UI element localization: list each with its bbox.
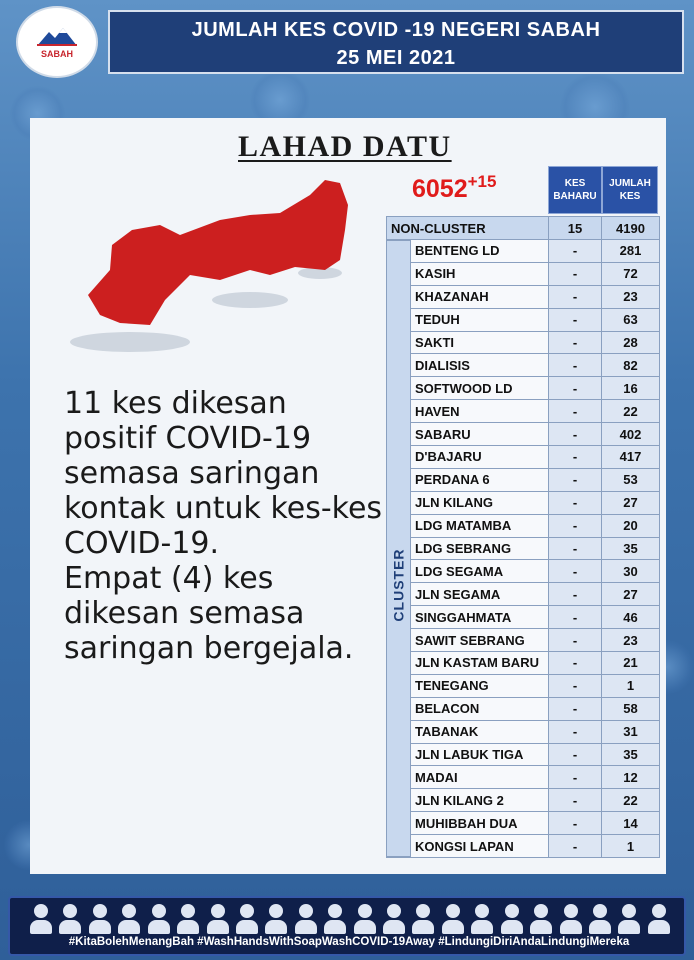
row-total-cases: 23 [602,629,660,652]
row-total-cases: 1 [602,674,660,697]
cluster-row [387,331,660,354]
row-new-cases: - [549,812,602,835]
row-name: KHAZANAH [387,285,549,308]
row-total-cases: 63 [602,308,660,331]
row-total-cases: 21 [602,652,660,675]
row-total-cases: 281 [602,240,660,263]
row-name: SINGGAHMATA [387,606,549,629]
row-name: NON-CLUSTER [387,217,549,240]
row-new-cases: - [549,766,602,789]
person-icon [118,902,140,934]
row-total-cases: 35 [602,743,660,766]
cluster-row [387,537,660,560]
row-name: SOFTWOOD LD [387,377,549,400]
person-icon [354,902,376,934]
row-new-cases: - [549,468,602,491]
cluster-row [387,354,660,377]
description-paragraph-2: Empat (4) kes dikesan semasa saringan bergejala. [64,561,354,666]
row-total-cases: 28 [602,331,660,354]
row-total-cases: 402 [602,423,660,446]
row-new-cases: - [549,331,602,354]
cluster-row [387,308,660,331]
cluster-row [387,629,660,652]
row-new-cases: - [549,697,602,720]
sabah-logo [16,6,98,78]
person-icon [471,902,493,934]
row-total-cases: 31 [602,720,660,743]
row-total-cases: 27 [602,583,660,606]
row-new-cases: 15 [549,217,602,240]
person-icon [530,902,552,934]
row-name: DIALISIS [387,354,549,377]
row-total-cases: 46 [602,606,660,629]
cluster-row [387,697,660,720]
column-header-new: KES BAHARU [548,166,602,214]
row-new-cases: - [549,560,602,583]
row-total-cases: 14 [602,812,660,835]
cluster-row [387,400,660,423]
cluster-label [386,540,411,630]
cluster-row [387,652,660,675]
person-icon [442,902,464,934]
row-new-cases: - [549,743,602,766]
page-title [108,10,684,74]
row-name: JLN KASTAM BARU [387,652,549,675]
row-total-cases: 35 [602,537,660,560]
row-new-cases: - [549,606,602,629]
row-new-cases: - [549,262,602,285]
title-line-1: JUMLAH KES COVID -19 NEGERI SABAH [191,19,601,41]
cluster-row [387,835,660,858]
cluster-row [387,262,660,285]
row-name: D'BAJARU [387,446,549,469]
cluster-row [387,560,660,583]
person-icon [383,902,405,934]
row-name: LDG SEGAMA [387,560,549,583]
row-new-cases: - [549,583,602,606]
row-new-cases: - [549,720,602,743]
row-name: SABARU [387,423,549,446]
cluster-row [387,514,660,537]
total-cases: 6052 [412,175,468,203]
row-name: SAWIT SEBRANG [387,629,549,652]
hashtags: #KitaBolehMenangBah #WashHandsWithSoapWashCOVID-19Away #LindungiDiriAndaLindungiMereka [68,936,630,948]
person-icon [295,902,317,934]
row-total-cases: 417 [602,446,660,469]
person-icon [30,902,52,934]
row-new-cases: - [549,789,602,812]
person-icon [618,902,640,934]
description-paragraph-1: 11 kes dikesan positif COVID-19 semasa saringan kontak untuk kes-kes COVID-19. [64,386,383,561]
row-new-cases: - [549,400,602,423]
person-icon [560,902,582,934]
row-name: SAKTI [387,331,549,354]
row-total-cases: 72 [602,262,660,285]
cluster-row [387,789,660,812]
row-name: TABANAK [387,720,549,743]
row-name: HAVEN [387,400,549,423]
row-total-cases: 58 [602,697,660,720]
cluster-row [387,766,660,789]
cluster-row [387,240,660,263]
row-total-cases: 20 [602,514,660,537]
person-icon [324,902,346,934]
district-name: LAHAD DATU [238,130,452,163]
cluster-row [387,285,660,308]
row-total-cases: 82 [602,354,660,377]
cluster-label-text: CLUSTER [390,548,407,622]
logo-text: SABAH [40,48,73,59]
person-icon [89,902,111,934]
row-total-cases: 53 [602,468,660,491]
person-icon [207,902,229,934]
row-new-cases: - [549,537,602,560]
row-name: BENTENG LD [387,240,549,263]
row-name: MUHIBBAH DUA [387,812,549,835]
cluster-row [387,446,660,469]
person-icon [412,902,434,934]
cases-table [386,216,660,858]
row-total-cases: 16 [602,377,660,400]
cluster-row [387,674,660,697]
row-total-cases: 23 [602,285,660,308]
row-new-cases: - [549,285,602,308]
row-new-cases: - [549,423,602,446]
row-name: PERDANA 6 [387,468,549,491]
row-name: LDG SEBRANG [387,537,549,560]
row-new-cases: - [549,308,602,331]
people-icons [30,902,670,936]
row-name: JLN KILANG [387,491,549,514]
person-icon [177,902,199,934]
cluster-row [387,812,660,835]
row-new-cases: - [549,514,602,537]
cluster-row [387,583,660,606]
row-new-cases: - [549,652,602,675]
cluster-row [387,606,660,629]
row-total-cases: 12 [602,766,660,789]
row-total-cases: 22 [602,789,660,812]
row-name: BELACON [387,697,549,720]
new-cases: +15 [467,172,497,191]
title-line-2: 25 MEI 2021 [336,47,456,69]
cluster-row [387,720,660,743]
person-icon [589,902,611,934]
row-total-cases: 30 [602,560,660,583]
person-icon [265,902,287,934]
row-new-cases: - [549,491,602,514]
row-name: JLN KILANG 2 [387,789,549,812]
row-new-cases: - [549,674,602,697]
row-name: TENEGANG [387,674,549,697]
cluster-row [387,423,660,446]
row-total-cases: 4190 [602,217,660,240]
cluster-row [387,491,660,514]
row-new-cases: - [549,629,602,652]
row-total-cases: 22 [602,400,660,423]
mountain-logo-icon [35,26,79,48]
district-total [412,172,496,204]
row-new-cases: - [549,240,602,263]
person-icon [648,902,670,934]
row-new-cases: - [549,835,602,858]
person-icon [236,902,258,934]
row-total-cases: 1 [602,835,660,858]
district-map-icon [70,175,370,375]
column-header-total: JUMLAH KES [602,166,658,214]
row-name: JLN SEGAMA [387,583,549,606]
row-name: JLN LABUK TIGA [387,743,549,766]
person-icon [59,902,81,934]
cluster-row [387,743,660,766]
row-name: MADAI [387,766,549,789]
row-name: TEDUH [387,308,549,331]
cluster-row [387,468,660,491]
cluster-row [387,377,660,400]
description-text [64,386,384,666]
non-cluster-row [387,217,660,240]
row-name: KASIH [387,262,549,285]
row-new-cases: - [549,446,602,469]
person-icon [501,902,523,934]
row-new-cases: - [549,377,602,400]
person-icon [148,902,170,934]
footer-banner [8,896,686,956]
row-name: LDG MATAMBA [387,514,549,537]
row-new-cases: - [549,354,602,377]
row-total-cases: 27 [602,491,660,514]
row-name: KONGSI LAPAN [387,835,549,858]
